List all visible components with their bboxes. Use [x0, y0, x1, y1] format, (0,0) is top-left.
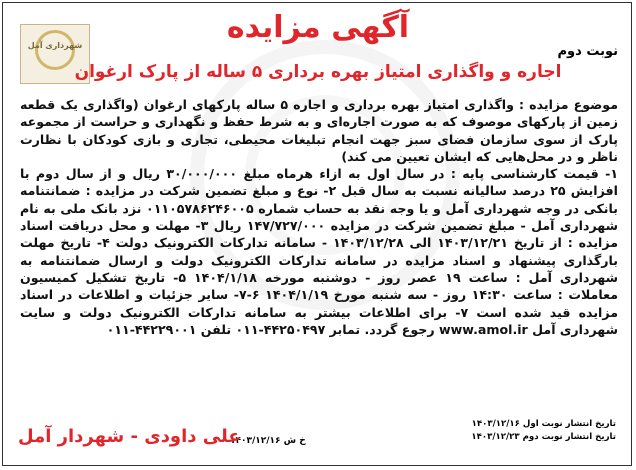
subject-paragraph: موضوع مزایده : واگذاری امتیاز بهره برداری و اجاره ۵ ساله پارکهای ارغوان (واگذاری یک قطعه زمین از پارکهای موصوف که به صورت اجاره‌ای و به شرط حفظ و نگهداری و حراست از مجموعه پارک از سوی سازمان فضای سبز جهت انجام تبلیغات محیطی، تجاری و بازی کودکان با نظارت ناظر و در محل‌هایی که ایشان تعیین می کند): [20, 97, 618, 164]
first-publication-date: تاریخ انتشار نوبت اول ۱۴۰۳/۱۲/۱۶: [471, 419, 616, 429]
publication-dates: [471, 418, 616, 444]
terms-paragraph: ۱- قیمت کارشناسی پایه : در سال اول به ازاء هرماه مبلغ ۳۰/۰۰۰/۰۰۰ ریال و از سال دوم با افزایش ۲۵ درصد سالیانه نسبت به سال قبل ۲- نوع و مبلغ تضمین شرکت در مزایده : ضمانتنامه بانکی در وجه شهرداری آمل و یا وجه نقد به حساب شماره ۰۱۱۰۵۷۸۶۲۴۶۰۰۵ نزد بانک ملی به نام شهرداری آمل - مبلغ تضمین شرکت در مزایده ۱۴۷/۷۲۷/۰۰۰ ریال ۳- مهلت و محل دریافت اسناد مزایده : از تاریخ ۱۴۰۳/۱۲/۲۱ الی ۱۴۰۳/۱۲/۲۸ - سامانه تدارکات الکترونیک دولت ۴- تاریخ مهلت بارگذاری پیشنهاد و اسناد مزایده در سامانه تدارکات الکترونیک دولت و ارسال ضمانتنامه به شهرداری آمل : ساعت ۱۹ عصر روز - دوشنبه مورخه ۱۴۰۴/۱/۱۸ ۵- تاریخ تشکیل کمیسیون معاملات : ساعت ۱۴:۳۰ روز - سه شنبه مورخ ۱۴۰۴/۱/۱۹ ۶-۷- سایر جزئیات و اطلاعات در اسناد مزایده قید شده است ۷- برای اطلاعات بیشتر به سامانه تدارکات الکترونیک دولت و سایت شهرداری آمل www.amol.ir رجوع گردد. تمابر ۴۴۲۵۰۴۹۷-۰۱۱ تلفن ۴۴۲۲۹۰۰۱-۰۱۱: [20, 166, 619, 337]
publication-code: خ ش ۱۴۰۳/۱۲/۱۶: [230, 436, 306, 446]
ad-subtitle: اجاره و واگذاری امتیاز بهره برداری ۵ ساله از پارک ارغوان: [74, 62, 562, 82]
logo-text: شهرداری آمل: [27, 41, 83, 50]
mayor-signature: علی داودی - شهردار آمل: [18, 426, 241, 447]
ad-title: آگهی مزایده: [226, 10, 410, 45]
second-publication-date: تاریخ انتشار نوبت دوم ۱۴۰۳/۱۲/۲۳: [471, 432, 616, 442]
ad-body: [20, 96, 618, 338]
round-label: نوبت دوم: [557, 44, 618, 59]
